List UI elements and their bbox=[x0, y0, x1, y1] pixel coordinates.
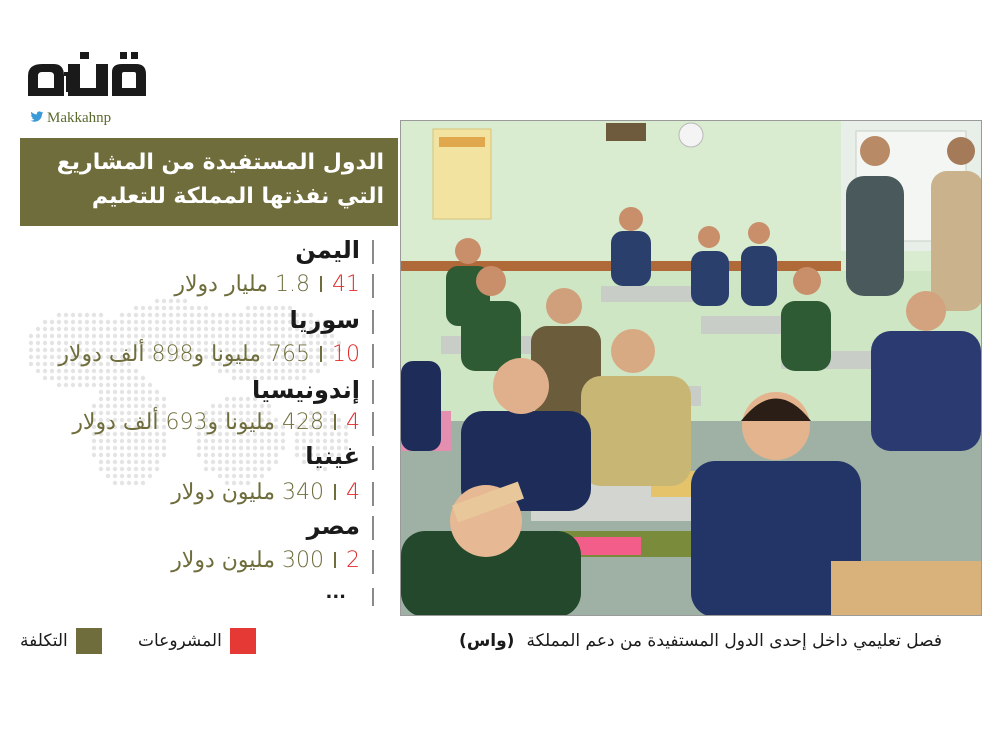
divider-line bbox=[372, 310, 374, 334]
cost-legend-label: التكلفة bbox=[20, 631, 68, 651]
twitter-handle bbox=[30, 110, 111, 127]
projects-count: 4 bbox=[346, 410, 360, 435]
divider-line bbox=[372, 446, 374, 470]
separator bbox=[320, 346, 322, 362]
country-stats bbox=[58, 342, 360, 367]
divider-line bbox=[372, 344, 374, 368]
divider-line bbox=[372, 550, 374, 574]
divider-line bbox=[372, 588, 374, 606]
separator bbox=[320, 276, 322, 292]
country-name: إندونيسيا bbox=[251, 376, 360, 404]
projects-swatch bbox=[230, 628, 256, 654]
photo-caption bbox=[459, 631, 942, 651]
caption-text: فصل تعليمي داخل إحدى الدول المستفيدة من دعم المملكة bbox=[526, 631, 942, 651]
logo bbox=[22, 52, 152, 132]
cost-value: 340 مليون دولار bbox=[171, 480, 324, 505]
title-banner bbox=[20, 138, 398, 226]
cost-value: 300 مليون دولار bbox=[171, 548, 324, 573]
cost-value: 1.8 مليار دولار bbox=[174, 272, 310, 297]
twitter-bird-icon bbox=[30, 111, 44, 123]
country-stats bbox=[171, 548, 360, 573]
country-stats bbox=[72, 410, 360, 435]
legend-cost bbox=[20, 628, 102, 654]
classroom-illustration bbox=[401, 121, 982, 616]
divider-line bbox=[372, 412, 374, 436]
projects-count: 2 bbox=[346, 548, 360, 573]
divider-line bbox=[372, 240, 374, 264]
more-ellipsis: ... bbox=[325, 582, 346, 603]
country-name: اليمن bbox=[295, 236, 360, 264]
country-stats bbox=[174, 272, 360, 297]
projects-count: 10 bbox=[332, 342, 360, 367]
legend-projects bbox=[138, 628, 256, 654]
divider-line bbox=[372, 380, 374, 404]
cost-value: 428 مليونا و693 ألف دولار bbox=[72, 410, 324, 435]
country-stats bbox=[171, 480, 360, 505]
classroom-photo bbox=[400, 120, 982, 616]
divider-line bbox=[372, 516, 374, 540]
projects-legend-label: المشروعات bbox=[138, 631, 222, 651]
country-name: مصر bbox=[306, 512, 360, 540]
separator bbox=[334, 414, 336, 430]
makkah-logo-mark bbox=[24, 52, 150, 104]
projects-count: 41 bbox=[332, 272, 360, 297]
divider-line bbox=[372, 274, 374, 298]
separator bbox=[334, 484, 336, 500]
country-name: سوريا bbox=[289, 306, 360, 334]
projects-count: 4 bbox=[346, 480, 360, 505]
country-name: غينيا bbox=[305, 442, 360, 470]
caption-source: (واس) bbox=[459, 631, 515, 651]
title-line-2: التي نفذتها المملكة للتعليم bbox=[91, 184, 384, 209]
divider-line bbox=[372, 482, 374, 506]
title-line-1: الدول المستفيدة من المشاريع bbox=[56, 150, 384, 175]
cost-value: 765 مليونا و898 ألف دولار bbox=[58, 342, 310, 367]
cost-swatch bbox=[76, 628, 102, 654]
separator bbox=[334, 552, 336, 568]
handle-text: Makkahnp bbox=[47, 110, 112, 126]
